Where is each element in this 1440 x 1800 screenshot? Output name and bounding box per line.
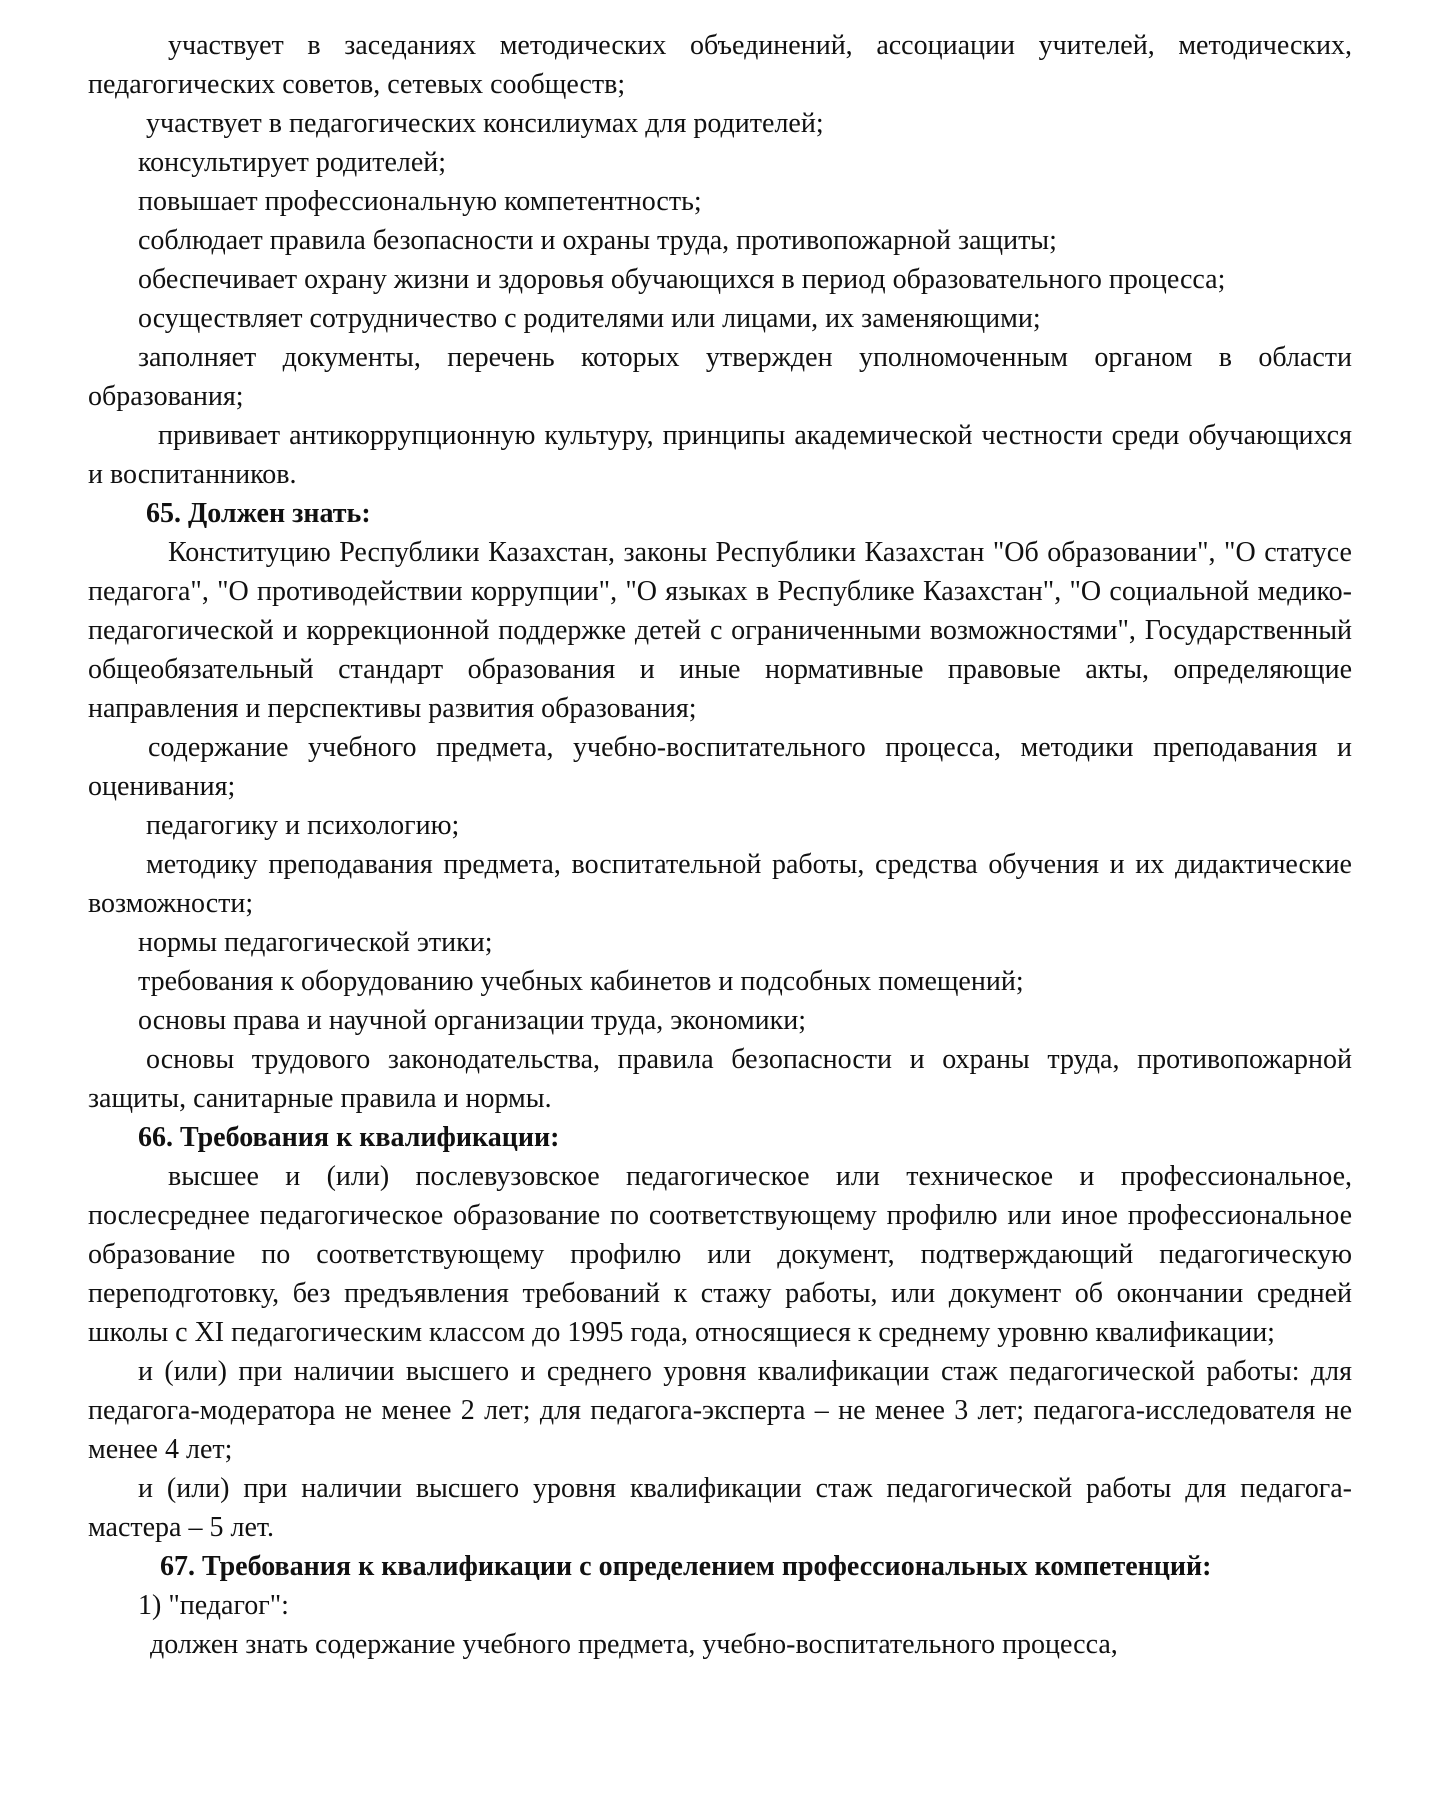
document-page (88, 26, 1352, 1664)
duty-paragraph: участвует в заседаниях методических объединений, ассоциации учителей, методических, педагогических советов, сетевых сообществ; (88, 30, 1352, 100)
section-67-heading: 67. Требования к квалификации с определением профессиональных компетенций: (160, 1551, 1212, 1582)
knowledge-item: педагогику и психологию; (146, 810, 460, 841)
qualification-item: и (или) при наличии высшего уровня квалификации стаж педагогической работы для педагога-мастера – 5 лет. (88, 1473, 1352, 1543)
knowledge-item: требования к оборудованию учебных кабинетов и подсобных помещений; (138, 966, 1024, 997)
cut-off-line: должен знать содержание учебного предмета, учебно-воспитательного процесса, (150, 1629, 1118, 1660)
knowledge-item: методику преподавания предмета, воспитательной работы, средства обучения и их дидактические возможности; (88, 849, 1352, 919)
knowledge-item: содержание учебного предмета, учебно-воспитательного процесса, методики преподавания и оценивания; (88, 732, 1352, 802)
duty-paragraph: соблюдает правила безопасности и охраны труда, противопожарной защиты; (138, 225, 1057, 256)
knowledge-item: основы права и научной организации труда, экономики; (138, 1005, 807, 1036)
section-65-heading: 65. Должен знать: (146, 498, 371, 529)
duty-paragraph: прививает антикоррупционную культуру, принципы академической честности среди обучающихся и воспитанников. (88, 420, 1352, 490)
competency-item-pedagog: 1) "педагог": (138, 1590, 289, 1621)
duty-paragraph: обеспечивает охрану жизни и здоровья обучающихся в период образовательного процесса; (138, 264, 1226, 295)
duty-paragraph: повышает профессиональную компетентность; (138, 186, 702, 217)
duty-paragraph: заполняет документы, перечень которых утвержден уполномоченным органом в области образования; (88, 342, 1352, 412)
duty-paragraph: консультирует родителей; (138, 147, 447, 178)
duty-paragraph: участвует в педагогических консилиумах для родителей; (146, 108, 824, 139)
knowledge-item: нормы педагогической этики; (138, 927, 493, 958)
qualification-item: и (или) при наличии высшего и среднего уровня квалификации стаж педагогической работы: для педагога-модератора не менее 2 лет; для педагога-эксперта – не менее 3 лет; педагога-исследователя не менее 4 лет; (88, 1356, 1352, 1465)
knowledge-item: Конституцию Республики Казахстан, законы Республики Казахстан "Об образовании", "О статусе педагога", "О противодействии коррупции", "О языках в Республике Казахстан", "О социальной медико-педагогической и коррекционной поддержке детей с ограниченными возможностями", Государственный общеобязательный стандарт образования и иные нормативные правовые акты, определяющие направления и перспективы развития образования; (88, 537, 1352, 724)
knowledge-item: основы трудового законодательства, правила безопасности и охраны труда, противопожарной защиты, санитарные правила и нормы. (88, 1044, 1352, 1114)
section-66-heading: 66. Требования к квалификации: (138, 1122, 560, 1153)
qualification-item: высшее и (или) послевузовское педагогическое или техническое и профессиональное, послесреднее педагогическое образование по соответствующему профилю или иное профессиональное образование по соответствующему профилю или документ, подтверждающий педагогическую переподготовку, без предъявления требований к стажу работы, или документ об окончании средней школы с XI педагогическим классом до 1995 года, относящиеся к среднему уровню квалификации; (88, 1161, 1352, 1348)
duty-paragraph: осуществляет сотрудничество с родителями или лицами, их заменяющими; (138, 303, 1041, 334)
